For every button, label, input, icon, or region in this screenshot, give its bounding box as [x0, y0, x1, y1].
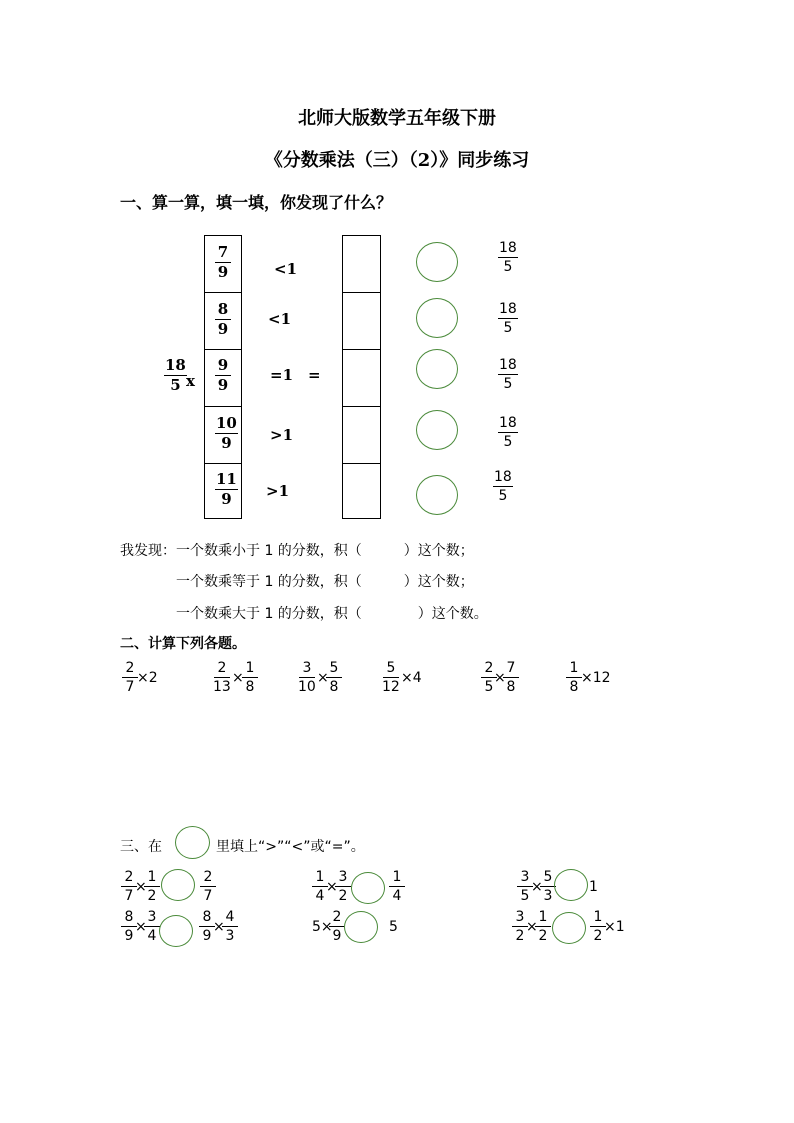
title-line-1: 北师大版数学五年级下册	[298, 108, 496, 129]
discover-line-1: 我发现：一个数乘小于 1 的分数，积（ ）这个数；	[120, 543, 474, 559]
s3-item2-circle[interactable]	[351, 872, 385, 904]
right-fraction-3: $\frac{18}{5}$	[499, 357, 517, 392]
compare-circle-3[interactable]	[416, 349, 458, 389]
row2-fraction: $\frac{8}{9}$	[215, 302, 231, 337]
right-fraction-5: $\frac{18}{5}$	[494, 469, 512, 504]
section2-heading: 二、计算下列各题。	[120, 636, 246, 652]
s3-item4-op: ×	[135, 919, 147, 935]
row4-compare: >1	[270, 426, 294, 444]
s2-item3-op: ×	[317, 670, 329, 686]
s2-item1-a: $\frac{2}{7}$	[122, 661, 138, 694]
s2-item4-a: $\frac{5}{12}$	[382, 660, 400, 695]
s3-item4-circle[interactable]	[159, 915, 193, 947]
row5-compare: >1	[266, 482, 290, 500]
discover-line-3: 一个数乘大于 1 的分数，积（ ）这个数。	[176, 606, 488, 622]
s2-item3-b: $\frac{5}{8}$	[326, 661, 342, 694]
section3-heading-post: 里填上“>”“<”或“=”。	[216, 839, 365, 855]
s3-item1-circle[interactable]	[161, 869, 195, 901]
s3-item3-right: 1	[589, 879, 598, 895]
row2-compare: <1	[268, 310, 292, 328]
s3-item6-b: $\frac{1}{2}$	[535, 910, 551, 943]
s2-item5-a: $\frac{2}{5}$	[481, 661, 497, 694]
s3-item6-op: ×	[526, 919, 538, 935]
multiplier-fraction: $\frac{18}{5}$	[165, 356, 186, 394]
s3-item3-circle[interactable]	[554, 869, 588, 901]
s3-item1-right: $\frac{2}{7}$	[200, 870, 216, 903]
s3-item6-right-a: $\frac{1}{2}$	[590, 910, 606, 943]
s2-item2-a: $\frac{2}{13}$	[213, 660, 231, 695]
s2-item4-rest: ×4	[401, 670, 422, 686]
row3-fraction: $\frac{9}{9}$	[215, 358, 231, 393]
s3-item1-op: ×	[135, 879, 147, 895]
right-fraction-1: $\frac{18}{5}$	[499, 240, 517, 275]
s3-item2-b: $\frac{3}{2}$	[335, 870, 351, 903]
s3-item6-a: $\frac{3}{2}$	[512, 910, 528, 943]
s3-item1-b: $\frac{1}{2}$	[144, 870, 160, 903]
s2-item1-rest: ×2	[137, 670, 158, 686]
title-line-2: 《分数乘法（三）（2）》同步练习	[264, 150, 530, 171]
right-fraction-4: $\frac{18}{5}$	[499, 415, 517, 450]
s3-item3-op: ×	[531, 879, 543, 895]
s2-item5-b: $\frac{7}{8}$	[503, 661, 519, 694]
row5-fraction: $\frac{11}{9}$	[216, 470, 237, 508]
s3-item4-a: $\frac{8}{9}$	[121, 910, 137, 943]
compare-circle-5[interactable]	[416, 475, 458, 515]
compare-circle-4[interactable]	[416, 410, 458, 450]
s3-item5-circle[interactable]	[344, 911, 378, 943]
s2-item2-b: $\frac{1}{8}$	[242, 661, 258, 694]
s3-item2-op: ×	[326, 879, 338, 895]
compare-circle-2[interactable]	[416, 298, 458, 338]
s3-item4-right-op: ×	[213, 919, 225, 935]
s3-item1-a: $\frac{2}{7}$	[121, 870, 137, 903]
s2-item6-a: $\frac{1}{8}$	[566, 661, 582, 694]
s2-item2-op: ×	[232, 670, 244, 686]
answer-column-box[interactable]	[342, 235, 381, 519]
s3-item6-right-rest: ×1	[604, 919, 625, 935]
right-fraction-2: $\frac{18}{5}$	[499, 301, 517, 336]
s3-item4-b: $\frac{3}{4}$	[144, 910, 160, 943]
row3-compare: =1	[270, 366, 294, 384]
compare-circle-1[interactable]	[416, 242, 458, 282]
multiplier-op: x	[186, 372, 195, 390]
s3-item6-circle[interactable]	[552, 912, 586, 944]
row4-fraction: $\frac{10}{9}$	[216, 414, 237, 452]
s3-item2-right: $\frac{1}{4}$	[389, 870, 405, 903]
discover-line-2: 一个数乘等于 1 的分数，积（ ）这个数；	[176, 574, 474, 590]
s3-item4-right-a: $\frac{8}{9}$	[199, 910, 215, 943]
s3-item5-right: 5	[389, 919, 398, 935]
s2-item5-op: ×	[494, 670, 506, 686]
section3-heading-pre: 三、在	[120, 839, 162, 855]
s3-item5-pre: 5×	[312, 919, 333, 935]
section1-heading: 一、算一算，填一填，你发现了什么？	[120, 193, 393, 212]
section3-heading-circle	[175, 826, 210, 859]
s2-item3-a: $\frac{3}{10}$	[298, 660, 316, 695]
s3-item2-a: $\frac{1}{4}$	[312, 870, 328, 903]
row1-fraction: $\frac{7}{9}$	[215, 245, 231, 280]
s3-item4-right-b: $\frac{4}{3}$	[222, 910, 238, 943]
row1-compare: <1	[274, 260, 298, 278]
s3-item5-b: $\frac{2}{9}$	[329, 910, 345, 943]
equals-sign: =	[308, 366, 321, 384]
s2-item6-rest: ×12	[581, 670, 611, 686]
s3-item3-a: $\frac{3}{5}$	[517, 870, 533, 903]
s3-item3-b: $\frac{5}{3}$	[540, 870, 556, 903]
